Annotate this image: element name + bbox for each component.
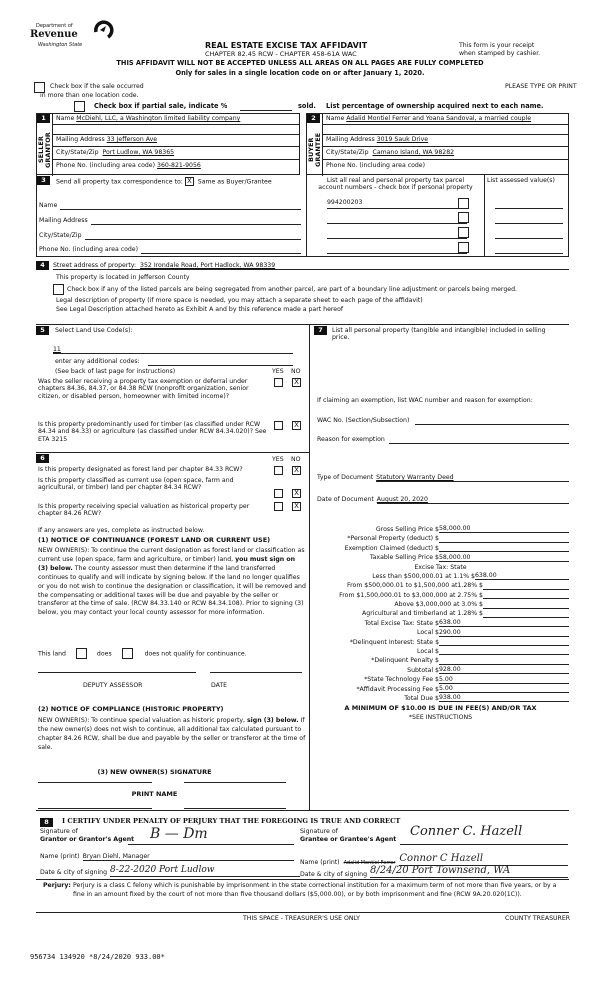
compliance-notice: NEW OWNER(S): To continue special valuation as historic property, sign (3) below. If the new owner(s) does not wish to continue, all additional tax calculated pursuant to chapter 84.26 RCW, shall be due and payable by the seller or transferor at the time of sale. <box>38 717 306 751</box>
personal-property-checkbox[interactable] <box>458 212 469 223</box>
land-use-q1: Was the seller receiving a property tax exemption or deferral under chapters 84.36, 84.37, or 84.38 RCW (nonprofit organization, senior citizen, or disabled person, homeowner with limited income)? <box>38 378 249 400</box>
seller-name-field[interactable]: McDiehl, LLC, a Washington limited liability company <box>76 115 241 122</box>
grantor-date-city-field[interactable]: 8-22-2020 Port Ludlow <box>110 865 300 877</box>
buyer-city-field[interactable]: Camano Island, WA 98282 <box>372 149 455 156</box>
tax-calculation <box>312 524 569 702</box>
forest-yes-checkbox[interactable] <box>274 466 283 475</box>
personal-property-checkbox[interactable] <box>458 198 469 209</box>
parcel-header: List all real and personal property tax parcel account numbers - check box if personal property <box>318 177 473 192</box>
deputy-assessor-signature-line[interactable] <box>38 672 196 673</box>
correspondence-name-field[interactable] <box>60 202 301 210</box>
tax-row-personal-property: *Personal Property (deduct) $ <box>312 533 569 542</box>
tax-value[interactable] <box>483 591 569 599</box>
new-owner-signature-line-2[interactable] <box>184 782 286 783</box>
tax-row-tier-2: From $500,000.01 to $1,500,000 at1.28% $ <box>312 580 569 589</box>
q1-yes-checkbox[interactable] <box>274 378 283 387</box>
tax-value[interactable] <box>439 544 569 552</box>
additional-codes-field[interactable] <box>148 358 293 366</box>
buyer-section: 2 BUYER GRANTEE Name Adalid Montiel Ferrer and Yoana Sandoval, a married couple Mailing Address 3019 Sauk Drive City/State/Zip Camano Island, WA 98282 Phone No. (including area code) <box>306 113 569 175</box>
tax-row-delinquent-interest-state: *Delinquent Interest: State $ <box>312 637 569 646</box>
tax-value[interactable]: 5.00 <box>439 676 569 684</box>
tax-value[interactable]: 638.00 <box>475 572 569 580</box>
parcel-number-field[interactable]: 994200203 <box>327 199 363 206</box>
new-owner-signature-line-1[interactable] <box>38 782 152 783</box>
warning-banner: THIS AFFIDAVIT WILL NOT BE ACCEPTED UNLESS ALL AREAS ON ALL PAGES ARE FULLY COMPLETED <box>116 59 484 67</box>
tax-row-total-excise-local: Local $ 290.00 <box>312 627 569 636</box>
tax-row-tier-4: Above $3,000,000 at 3.0% $ <box>312 599 569 608</box>
assessed-header: List assessed value(s) <box>487 177 555 184</box>
tax-row-agricultural: Agricultural and timberland at 1.28% $ <box>312 609 569 618</box>
tax-value[interactable]: 928.00 <box>439 666 569 674</box>
tax-value[interactable]: 58,000.00 <box>439 525 569 533</box>
tax-row-technology-fee: *State Technology Fee $ 5.00 <box>312 674 569 683</box>
certification-title: I CERTIFY UNDER PENALTY OF PERJURY THAT THE FOREGOING IS TRUE AND CORRECT <box>62 817 401 825</box>
land-does-not-checkbox[interactable] <box>122 648 133 659</box>
tax-value[interactable] <box>439 638 569 646</box>
tax-row-delinquent-interest-local: Local $ <box>312 646 569 655</box>
tax-value[interactable] <box>439 535 569 543</box>
form-title: REAL ESTATE EXCISE TAX AFFIDAVIT <box>205 41 368 50</box>
exemption-reason-field[interactable] <box>389 436 569 444</box>
assessed-value-field[interactable] <box>495 214 563 224</box>
tax-row-processing-fee: *Affidavit Processing Fee $ 5.00 <box>312 684 569 693</box>
parcel-row <box>327 229 467 239</box>
land-does-checkbox[interactable] <box>76 648 87 659</box>
tax-value[interactable] <box>439 647 569 655</box>
document-type-field[interactable]: Statutory Warranty Deed <box>376 474 569 482</box>
tax-row-excise-heading: Excise Tax: State <box>414 563 467 571</box>
buyer-mailing-field[interactable]: 3019 Sauk Drive <box>376 136 429 143</box>
partial-sale-percent-field[interactable] <box>240 102 292 111</box>
tax-value[interactable] <box>439 657 569 665</box>
seller-city-field[interactable]: Port Ludlow, WA 98365 <box>102 149 175 156</box>
correspondence-city-field[interactable] <box>85 232 301 240</box>
dor-logo-swoosh-icon <box>92 18 114 40</box>
grantee-name-field[interactable]: Connor C Hazell <box>399 853 568 866</box>
assessed-value-field[interactable] <box>495 244 563 254</box>
grantor-signature[interactable]: B — Dm <box>150 826 208 842</box>
correspondence-mailing-field[interactable] <box>91 217 301 225</box>
dor-logo: Department of Revenue Washington State <box>30 18 120 52</box>
tax-row-tier-3: From $1,500,000.01 to $3,000,000 at 2.75% $ <box>312 590 569 599</box>
seller-phone-field[interactable]: 360-821-9056 <box>157 162 201 169</box>
tax-value[interactable]: 58,000.00 <box>439 554 569 562</box>
tax-value[interactable]: 938.00 <box>439 694 569 702</box>
tax-value[interactable]: 638.00 <box>439 619 569 627</box>
assessed-value-field[interactable] <box>495 199 563 209</box>
personal-property-checkbox[interactable] <box>458 227 469 238</box>
parcel-row <box>327 199 467 209</box>
buyer-name-field[interactable]: Adalid Montiel Ferrer and Yoana Sandoval, a married couple <box>346 115 532 122</box>
correspondence-phone-field[interactable] <box>141 246 301 254</box>
tax-value[interactable] <box>483 601 569 609</box>
land-use-q2: Is this property predominantly used for timber (as classified under RCW 84.34 and 84.33) or agriculture (as classified under RCW 84.34.020)? See ETA 3215 <box>38 421 267 443</box>
form-subtitle: CHAPTER 82.45 RCW - CHAPTER 458-61A WAC <box>205 50 357 58</box>
tax-row-tier-1: Less than $500,000.01 at 1.1% $ 638.00 <box>312 571 569 580</box>
parcel-row <box>327 214 467 224</box>
tax-value[interactable]: 290.00 <box>439 629 569 637</box>
continuance-notice: NEW OWNER(S): To continue the current designation as forest land or classification as current use (open space, farm and agriculture, or timber) land, you must sign on (3) below. The county assessor must then determine if the land transferred continues to qualify and will indicate by signing below. If the land no longer qualifies or you do not wish to continue the designation or classification, it will be removed and the compensating or additional taxes will be due and payable by the seller or transferor at the time of sale. (RCW 84.33.140 or RCW 84.34.108). Prior to signing (3) below, you may contact your local county assessor for more information. <box>38 547 306 617</box>
tax-row-gross-selling-price: Gross Selling Price $ 58,000.00 <box>312 524 569 533</box>
grantee-name-struck: Adalid Montiel Ferrer <box>343 860 396 866</box>
cashier-stamp: 956734 134920 *8/24/2020 933.00* <box>30 953 165 961</box>
document-date-field[interactable]: August 20, 2020 <box>377 496 569 504</box>
property-street-field[interactable]: 352 Irondale Road, Port Hadlock, WA 98339 <box>140 262 276 269</box>
perjury-notice: Perjury is a class C felony which is punishable by imprisonment in the state correctional institution for a maximum term of not more than five years, or by a fine in an amount fixed by the court of not more than five thousand dollars ($5,000.00), or by both imprisonment and fine (RCW 9A.20.020(1C)). <box>73 882 557 898</box>
partial-sale-checkbox[interactable] <box>74 101 85 112</box>
current-use-yes-checkbox[interactable] <box>274 489 283 498</box>
minimum-due-notice: A MINIMUM OF $10.00 IS DUE IN FEE(S) AND/OR TAX <box>344 704 537 712</box>
buyer-side-label: BUYER GRANTEE <box>307 132 322 168</box>
new-owner-print-line-1[interactable] <box>38 808 152 809</box>
personal-property-checkbox[interactable] <box>458 242 469 253</box>
land-use-code-field[interactable]: 11 <box>53 346 293 354</box>
new-owner-print-line-2[interactable] <box>184 808 286 809</box>
county-line: This property is located in Jefferson County <box>56 274 190 281</box>
q2-yes-checkbox[interactable] <box>274 421 283 430</box>
correspondence-section: 3 Send all property tax correspondence to: X Same as Buyer/Grantee Name Mailing Address City/State/Zip Phone No. (including area code) List all real and personal property tax parcel account numbers - check box if personal property List assessed value(s) 994200203 <box>36 175 569 257</box>
seller-section: 1 SELLER GRANTOR Name McDiehl, LLC, a Washington limited liability company Mailing Address 33 Jefferson Ave City/State/Zip Port Ludlow, WA 98365 Phone No. (including area code) 360-821-9056 <box>36 113 300 175</box>
segregated-checkbox[interactable] <box>53 284 64 295</box>
current-use-no-checkbox[interactable]: X <box>292 489 301 498</box>
same-as-buyer-checkbox[interactable]: X <box>185 177 194 186</box>
seller-mailing-field[interactable]: 33 Jefferson Ave <box>106 136 158 143</box>
assessed-value-field[interactable] <box>495 229 563 239</box>
tax-row-exemption-claimed: Exemption Claimed (deduct) $ <box>312 543 569 552</box>
q1-no-checkbox[interactable]: X <box>292 378 301 387</box>
q2-no-checkbox[interactable]: X <box>292 421 301 430</box>
assessor-date-line[interactable] <box>210 672 302 673</box>
tax-row-taxable-selling-price: Taxable Selling Price $ 58,000.00 <box>312 552 569 561</box>
legal-description-field[interactable]: See Legal Description attached hereto as Exhibit A and by this reference made a part hereof <box>56 306 344 313</box>
tax-row-subtotal: Subtotal $ 928.00 <box>312 665 569 674</box>
historic-yes-checkbox[interactable] <box>274 502 283 511</box>
tax-row-total-excise-state: Total Excise Tax: State $ 638.00 <box>312 618 569 627</box>
grantor-name-field[interactable]: Bryan Diehl, Manager <box>83 853 294 861</box>
historic-no-checkbox[interactable]: X <box>292 502 301 511</box>
grantee-signature[interactable]: Conner C. Hazell <box>410 824 523 839</box>
parcel-row <box>327 244 467 254</box>
grantee-date-city-field[interactable]: 8/24/20 Port Townsend, WA <box>370 865 568 878</box>
seller-side-label: SELLER GRANTOR <box>37 132 52 168</box>
tax-value[interactable] <box>483 582 569 590</box>
wac-number-field[interactable] <box>415 417 569 425</box>
tax-row-delinquent-penalty: *Delinquent Penalty $ <box>312 655 569 664</box>
forest-no-checkbox[interactable]: X <box>292 466 301 475</box>
tax-value[interactable] <box>483 610 569 618</box>
tax-row-total-due: Total Due $ 938.00 <box>312 693 569 702</box>
tax-value[interactable]: 5.00 <box>439 685 569 693</box>
